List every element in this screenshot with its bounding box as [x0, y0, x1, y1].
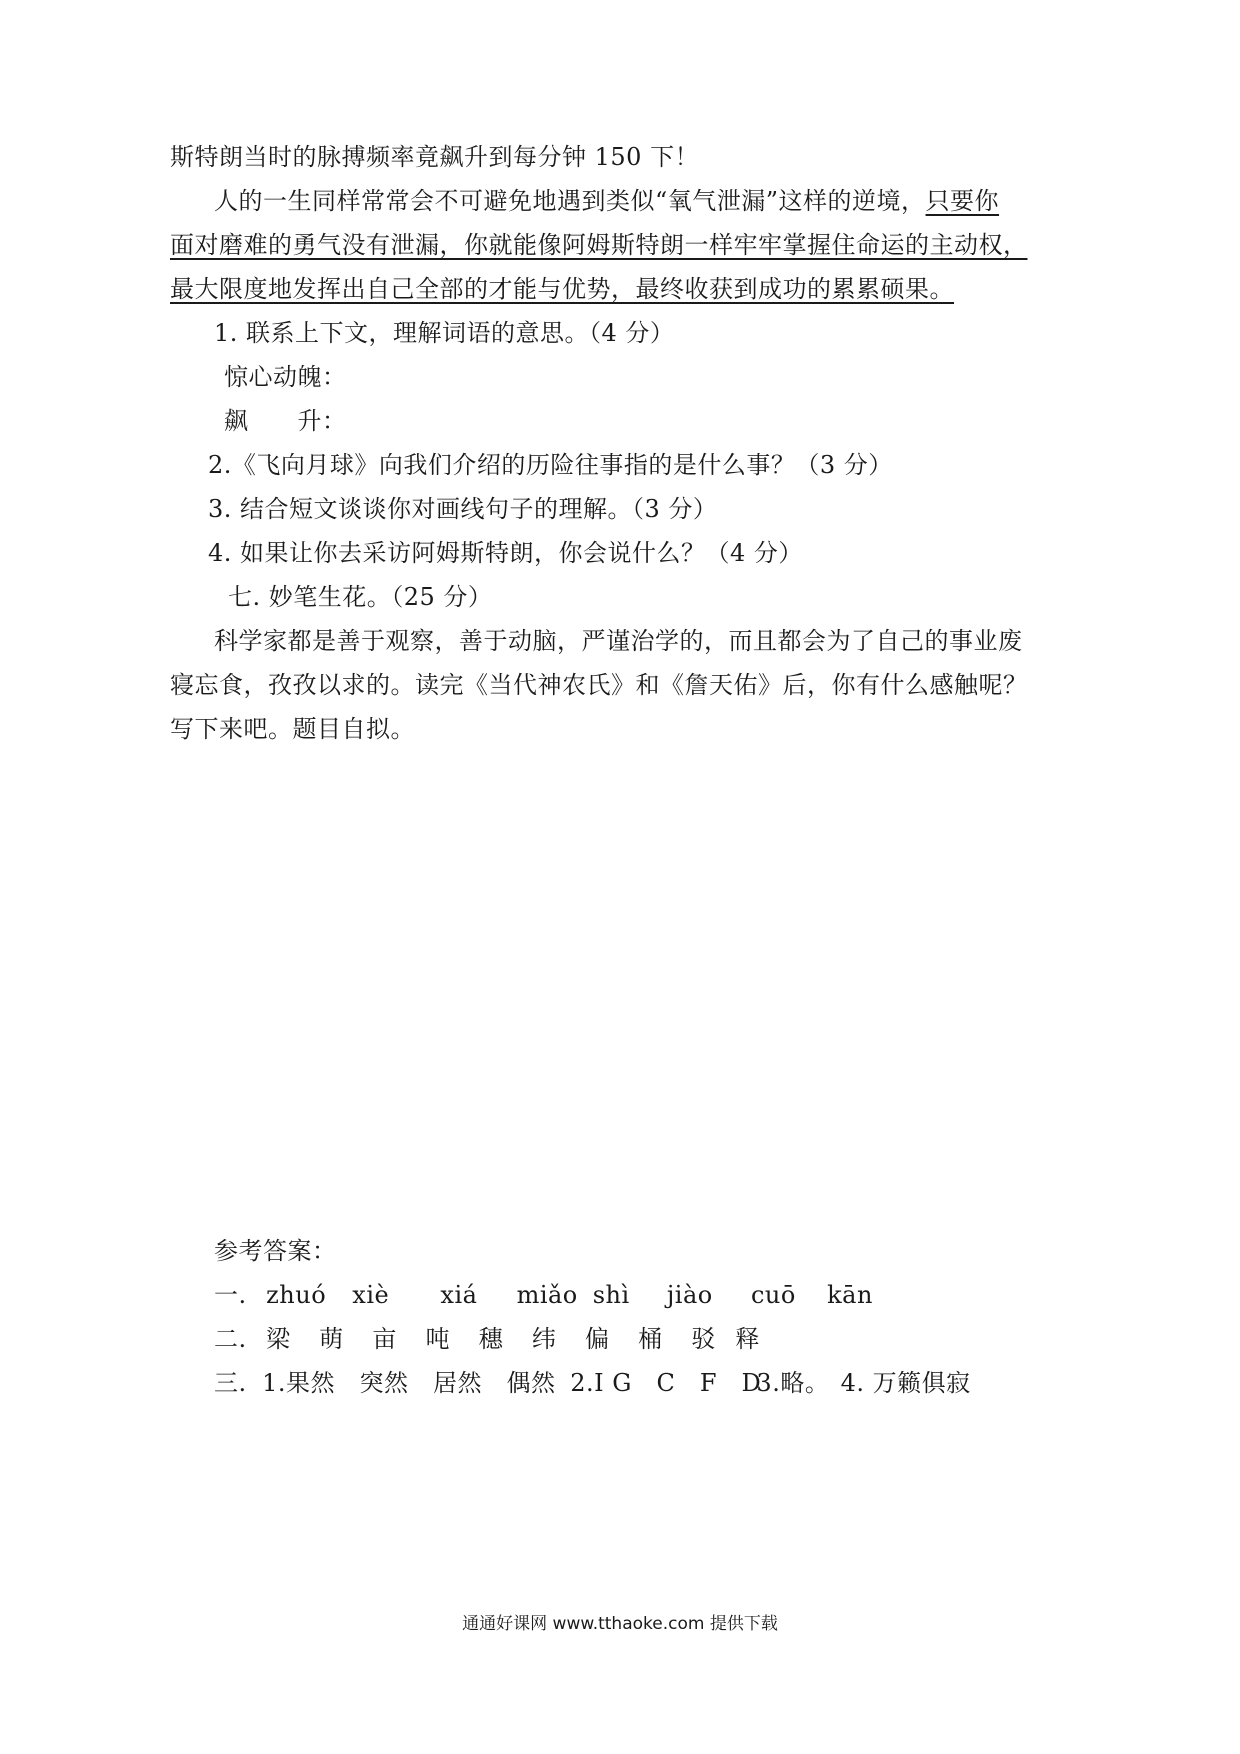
answers-row-3-part-1: 1.果然 突然 居然 偶然: [262, 1369, 556, 1397]
footer-download-credit: 通通好课网 www.tthaoke.com 提供下载: [462, 1614, 778, 1634]
answer-char: 梁: [266, 1325, 291, 1353]
answer-pinyin: xiè: [352, 1281, 390, 1309]
answers-row-1: [214, 1280, 873, 1310]
answer-char: 穗: [478, 1325, 504, 1353]
question-1-word-b: 飙 升：: [224, 407, 347, 435]
section-7-prompt-line-1: 科学家都是善于观察，善于动脑，严谨治学的，而且都会为了自己的事业废: [214, 627, 1023, 655]
question-2: 2.《飞向月球》向我们介绍的历险往事指的是什么事？（3 分）: [208, 451, 893, 479]
passage-line-2: [214, 186, 999, 216]
answers-title: 参考答案：: [214, 1237, 337, 1265]
passage-line-1: 斯特朗当时的脉搏频率竟飙升到每分钟 150 下！: [170, 143, 700, 171]
question-3: 3. 结合短文谈谈你对画线句子的理解。（3 分）: [208, 495, 718, 523]
answer-pinyin: miǎo: [516, 1281, 578, 1309]
answer-char: 偏: [584, 1325, 610, 1353]
section-7-prompt-line-2: 寝忘食，孜孜以求的。读完《当代神农氏》和《詹天佑》后，你有什么感触呢？: [170, 671, 1028, 699]
answer-pinyin: zhuó: [266, 1281, 327, 1309]
answer-char: 纬: [531, 1325, 557, 1353]
passage-line-2-plain: 人的一生同样常常会不可避免地遇到类似“氧气泄漏”这样的逆境，: [214, 187, 926, 215]
answers-row-3-part-2: 2.I G C F D: [570, 1369, 762, 1397]
answer-char: 亩: [372, 1325, 397, 1353]
question-4: 4. 如果让你去采访阿姆斯特朗，你会说什么？（4 分）: [208, 539, 803, 567]
question-1: 1. 联系上下文，理解词语的意思。（4 分）: [214, 319, 675, 347]
answers-row-3-label: 三.: [214, 1369, 247, 1397]
answer-pinyin: kān: [827, 1281, 873, 1309]
answer-pinyin: cuō: [750, 1281, 796, 1309]
answers-row-1-label: 一.: [214, 1281, 247, 1309]
answer-pinyin: shì: [592, 1281, 630, 1309]
section-7-heading: 七. 妙笔生花。（25 分）: [228, 583, 493, 611]
answers-row-3-part-4: 4. 万籁俱寂: [840, 1369, 971, 1397]
answer-pinyin: xiá: [440, 1281, 478, 1309]
answer-char: 释: [735, 1325, 760, 1353]
underlined-sentence-start: 只要你: [925, 187, 1000, 215]
question-1-word-a: 惊心动魄：: [224, 363, 347, 391]
underlined-sentence-line-3: 最大限度地发挥出自己全部的才能与优势，最终收获到成功的累累硕果。: [170, 275, 954, 303]
answer-char: 桶: [638, 1325, 663, 1353]
answer-char: 萌: [319, 1325, 344, 1353]
section-7-prompt-line-3: 写下来吧。题目自拟。: [170, 715, 415, 743]
answers-row-2-label: 二.: [214, 1325, 247, 1353]
answers-row-3: [214, 1368, 971, 1398]
answer-char: 吨: [425, 1325, 451, 1353]
underlined-sentence-line-2: 面对磨难的勇气没有泄漏，你就能像阿姆斯特朗一样牢牢掌握住命运的主动权，: [170, 231, 1028, 259]
answers-row-2: [214, 1324, 760, 1354]
answer-pinyin: jiào: [666, 1281, 713, 1309]
answer-char: 驳: [691, 1325, 716, 1353]
answers-row-3-part-3: 3.略。: [756, 1369, 830, 1397]
